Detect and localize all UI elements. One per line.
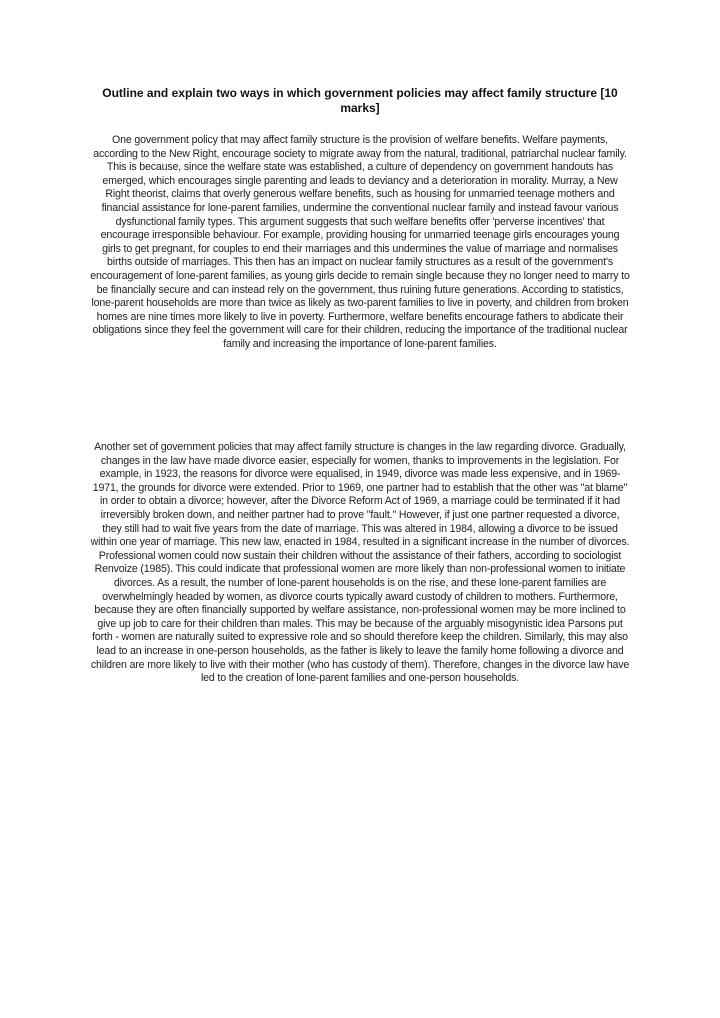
essay-paragraph-welfare: One government policy that may affect family structure is the provision of welfare benefits. Welfare payments, according to the New Right, encourage society to migrate away from the natural, traditional, patriarchal nuclear family. This is because, since the welfare state was established, a culture of dependency on government handouts has emerged, which encourages single parenting and leads to deviancy and a deterioration in morality. Murray, a New Right theorist, claims that overly generous welfare benefits, such as housing for unmarried teenage mothers and financial assistance for lone-parent families, undermine the conventional nuclear family and instead favour various dysfunctional family types. This argument suggests that such welfare benefits offer 'perverse incentives' that encourage irresponsible behaviour. For example, providing housing for unmarried teenage girls encourages young girls to get pregnant, for couples to end their marriages and this undermines the value of marriage and normalises births outside of marriages. This then has an impact on nuclear family structures as a result of the government's encouragement of lone-parent families, as young girls decide to remain single because they no longer need to marry to be financially secure and can instead rely on the government, thus ruining future generations. According to statistics, lone-parent households are more than twice as likely as two-parent families to live in poverty, and children from broken homes are nine times more likely to live in poverty. Furthermore, welfare benefits encourage fathers to abdicate their obligations since they feel the government will care for their children, reducing the importance of the traditional nuclear family and increasing the importance of lone-parent families. <box>90 134 630 350</box>
essay-paragraph-divorce: Another set of government policies that may affect family structure is changes in the law regarding divorce. Gradually, changes in the law have made divorce easier, especially for women, thanks to improvements in the legislation. For example, in 1923, the reasons for divorce were equalised, in 1949, divorce was made less expensive, and in 1969-1971, the grounds for divorce were extended. Prior to 1969, one partner had to establish that the other was "at blame" in order to obtain a divorce; however, after the Divorce Reform Act of 1969, a marriage could be terminated if it had irreversibly broken down, and neither partner had to prove "fault." However, if just one partner requested a divorce, they still had to wait five years from the date of marriage. This was altered in 1984, allowing a divorce to be issued within one year of marriage. This new law, enacted in 1984, resulted in a significant increase in the number of divorces. Professional women could now sustain their children without the assistance of their fathers, according to sociologist Renvoize (1985). This could indicate that professional women are more likely than non-professional women to initiate divorces. As a result, the number of lone-parent households is on the rise, and these lone-parent families are overwhelmingly headed by women, as divorce courts typically award custody of children to mothers. Furthermore, because they are often financially supported by welfare assistance, non-professional women may be more inclined to give up job to care for their children than males. This may be because of the arguably misogynistic idea Parsons put forth - women are naturally suited to expressive role and so should therefore keep the children. Similarly, this may also lead to an increase in one-person households, as the father is likely to leave the family home following a divorce and children are more likely to live with their mother (who has custody of them). Therefore, changes in the divorce law have led to the creation of lone-parent families and one-person households. <box>90 441 630 685</box>
essay-title: Outline and explain two ways in which government policies may affect family structure [10 marks] <box>102 86 618 115</box>
